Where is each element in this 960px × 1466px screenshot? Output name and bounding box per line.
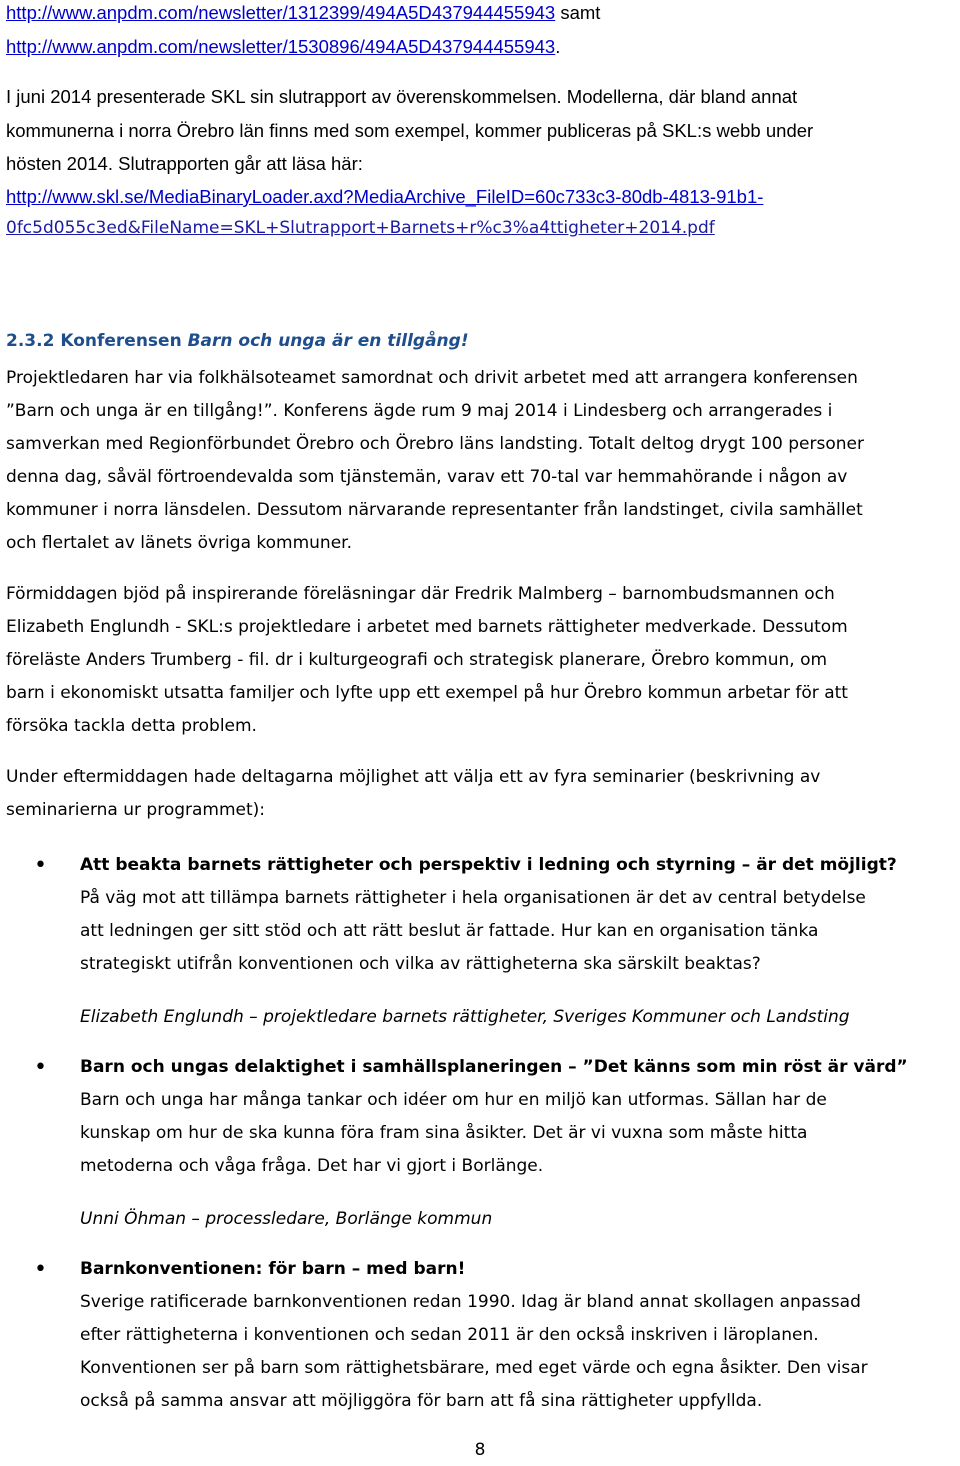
seminar-item-2 xyxy=(80,1051,950,1236)
text-line: och flertalet av länets övriga kommuner. xyxy=(6,533,352,553)
text-line: att ledningen ger sitt stöd och att rätt beslut är fattade. Hur kan en organisation tänka xyxy=(80,921,819,941)
bullet-icon: • xyxy=(34,1055,47,1080)
text-line: kommunerna i norra Örebro län finns med som exempel, kommer publiceras på SKL:s webb under xyxy=(6,119,814,141)
text-line: I juni 2014 presenterade SKL sin slutrapport av överenskommelsen. Modellerna, där bland annat xyxy=(6,86,798,107)
seminar-title: Att beakta barnets rättigheter och perspektiv i ledning och styrning – är det möjligt? xyxy=(80,855,897,875)
section-title-italic: Barn och unga är en tillgång! xyxy=(187,331,469,351)
text-line: hösten 2014. Slutrapporten går att läsa här: xyxy=(6,153,363,174)
text-line: kommuner i norra länsdelen. Dessutom närvarande representanter från landstinget, civila samhället xyxy=(6,500,863,520)
text-line: också på samma ansvar att möjliggöra för barn att få sina rättigheter uppfyllda. xyxy=(80,1391,763,1411)
newsletter-links xyxy=(6,0,954,63)
bullet-icon: • xyxy=(34,1257,47,1282)
afternoon-paragraph xyxy=(6,761,954,827)
samt-text: samt xyxy=(555,2,601,23)
text-line: denna dag, såväl förtroendevalda som tjänstemän, varav ett 70-tal var hemmahörande i någon av xyxy=(6,467,848,487)
text-line: Sverige ratificerade barnkonventionen redan 1990. Idag är bland annat skollagen anpassad xyxy=(80,1292,861,1312)
text-line: efter rättigheterna i konventionen och sedan 2011 är den också inskriven i läroplanen. xyxy=(80,1325,819,1345)
text-line: föreläste Anders Trumberg - fil. dr i kulturgeografi och strategisk planerare, Örebro kommun, om xyxy=(6,650,828,670)
skl-report-link[interactable]: http://www.skl.se/MediaBinaryLoader.axd?MediaArchive_FileID=60c733c3-80db-4813-91b1- xyxy=(6,186,764,207)
text-line: Under eftermiddagen hade deltagarna möjlighet att välja ett av fyra seminarier (beskrivning av xyxy=(6,767,821,787)
skl-report-link-continued[interactable]: 0fc5d055c3ed&FileName=SKL+Slutrapport+Barnets+r%c3%a4ttigheter+2014.pdf xyxy=(6,218,715,238)
newsletter-link-1[interactable]: http://www.anpdm.com/newsletter/1312399/494A5D437944455943 xyxy=(6,2,556,23)
text-line: seminarierna ur programmet): xyxy=(6,800,266,820)
text-line: Förmiddagen bjöd på inspirerande föreläsningar där Fredrik Malmberg – barnombudsmannen och xyxy=(6,584,835,604)
text-line: samverkan med Regionförbundet Örebro och Örebro läns landsting. Totalt deltog drygt 100 personer xyxy=(6,434,864,454)
text-line: Barn och unga har många tankar och idéer om hur en miljö kan utformas. Sällan har de xyxy=(80,1090,827,1110)
text-line: Konventionen ser på barn som rättighetsbärare, med eget värde och egna åsikter. Den visar xyxy=(80,1358,868,1378)
text-line: strategiskt utifrån konventionen och vilka av rättigheterna ska särskilt beaktas? xyxy=(80,954,761,974)
section-heading xyxy=(6,325,954,358)
seminar-byline: Unni Öhman – processledare, Borlänge kommun xyxy=(80,1209,493,1229)
period-text: . xyxy=(555,35,561,57)
newsletter-link-2[interactable]: http://www.anpdm.com/newsletter/1530896/494A5D437944455943 xyxy=(6,35,556,57)
page-number: 8 xyxy=(474,1440,486,1460)
seminar-title: Barn och ungas delaktighet i samhällsplaneringen – ”Det känns som min röst är värd” xyxy=(80,1057,908,1077)
section-number-title: 2.3.2 Konferensen xyxy=(6,331,188,351)
morning-paragraph xyxy=(6,578,954,743)
conference-paragraph xyxy=(6,362,954,560)
text-line: På väg mot att tillämpa barnets rättigheter i hela organisationen är det av central betydelse xyxy=(80,888,866,908)
bullet-icon: • xyxy=(34,853,47,878)
skl-report-link-line-1 xyxy=(6,180,954,214)
seminar-item-1 xyxy=(80,849,950,1034)
text-line: ”Barn och unga är en tillgång!”. Konferens ägde rum 9 maj 2014 i Lindesberg och arrangerades i xyxy=(6,401,833,421)
skl-report-link-line-2 xyxy=(6,212,954,245)
skl-report-paragraph xyxy=(6,80,954,181)
seminar-title: Barnkonventionen: för barn – med barn! xyxy=(80,1259,466,1279)
text-line: barn i ekonomiskt utsatta familjer och lyfte upp ett exempel på hur Örebro kommun arbetar för att xyxy=(6,683,848,703)
text-line: kunskap om hur de ska kunna föra fram sina åsikter. Det är vi vuxna som måste hitta xyxy=(80,1123,808,1143)
text-line: Projektledaren har via folkhälsoteamet samordnat och drivit arbetet med att arrangera konferensen xyxy=(6,368,858,388)
text-line: metoderna och våga fråga. Det har vi gjort i Borlänge. xyxy=(80,1156,544,1176)
text-line: Elizabeth Englundh - SKL:s projektledare i arbetet med barnets rättigheter medverkade. Dessutom xyxy=(6,617,848,637)
seminar-byline: Elizabeth Englundh – projektledare barnets rättigheter, Sveriges Kommuner och Landsting xyxy=(80,1007,850,1027)
seminar-item-3 xyxy=(80,1253,950,1418)
text-line: försöka tackla detta problem. xyxy=(6,716,257,736)
